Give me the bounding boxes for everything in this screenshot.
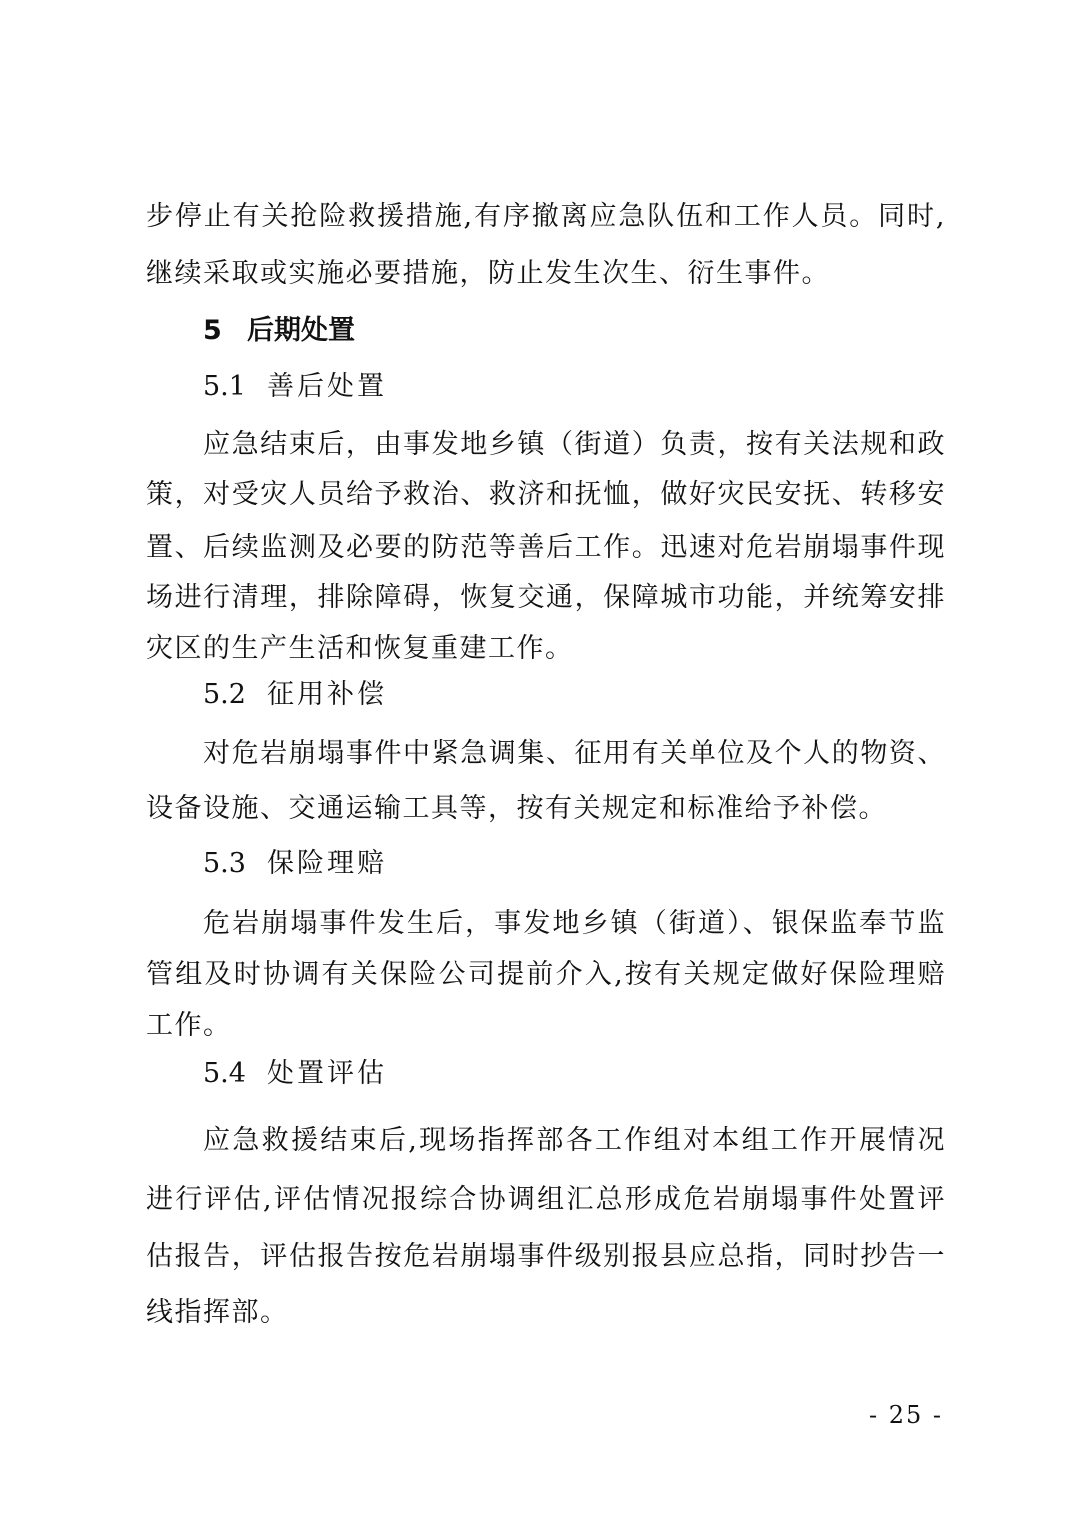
section-number: 5 — [203, 315, 222, 346]
body-text-line: 对危岩崩塌事件中紧急调集、征用有关单位及个人的物资、 — [203, 738, 946, 769]
body-text-line: 管组及时协调有关保险公司提前介入,按有关规定做好保险理赔 — [146, 959, 946, 990]
subsection-title: 处置评估 — [267, 1058, 387, 1089]
subsection-number: 5.1 — [203, 371, 246, 402]
section-title: 后期处置 — [247, 315, 355, 346]
subsection-number: 5.4 — [203, 1058, 246, 1089]
body-text-line: 线指挥部。 — [146, 1297, 289, 1328]
body-text-line: 应急结束后，由事发地乡镇（街道）负责，按有关法规和政 — [203, 429, 946, 460]
body-text-line: 置、后续监测及必要的防范等善后工作。迅速对危岩崩塌事件现 — [146, 532, 946, 563]
subsection-title: 善后处置 — [267, 371, 387, 402]
body-text-line: 灾区的生产生活和恢复重建工作。 — [146, 633, 574, 664]
subsection-heading-5-4 — [203, 1056, 387, 1092]
subsection-title: 征用补偿 — [267, 679, 387, 710]
subsection-heading-5-2 — [203, 677, 387, 713]
body-text-line: 工作。 — [146, 1010, 232, 1041]
section-heading-5 — [203, 313, 355, 349]
page-number: - 25 - — [868, 1401, 943, 1429]
subsection-number: 5.2 — [203, 679, 246, 710]
subsection-heading-5-1 — [203, 369, 387, 405]
subsection-title: 保险理赔 — [267, 848, 387, 879]
subsection-number: 5.3 — [203, 848, 246, 879]
subsection-heading-5-3 — [203, 846, 387, 882]
body-text-line: 场进行清理，排除障碍，恢复交通，保障城市功能，并统筹安排 — [146, 582, 946, 613]
body-text-line: 步停止有关抢险救援措施,有序撤离应急队伍和工作人员。同时, — [146, 201, 946, 232]
body-text-line: 应急救援结束后,现场指挥部各工作组对本组工作开展情况 — [203, 1125, 946, 1156]
body-text-line: 危岩崩塌事件发生后，事发地乡镇（街道）、银保监奉节监 — [203, 908, 946, 939]
body-text-line: 设备设施、交通运输工具等，按有关规定和标准给予补偿。 — [146, 793, 887, 824]
body-text-line: 策，对受灾人员给予救治、救济和抚恤，做好灾民安抚、转移安 — [146, 479, 946, 510]
body-text-line: 进行评估,评估情况报综合协调组汇总形成危岩崩塌事件处置评 — [146, 1184, 946, 1215]
body-text-line: 估报告，评估报告按危岩崩塌事件级别报县应总指，同时抄告一 — [146, 1241, 946, 1272]
body-text-line: 继续采取或实施必要措施，防止发生次生、衍生事件。 — [146, 258, 830, 289]
